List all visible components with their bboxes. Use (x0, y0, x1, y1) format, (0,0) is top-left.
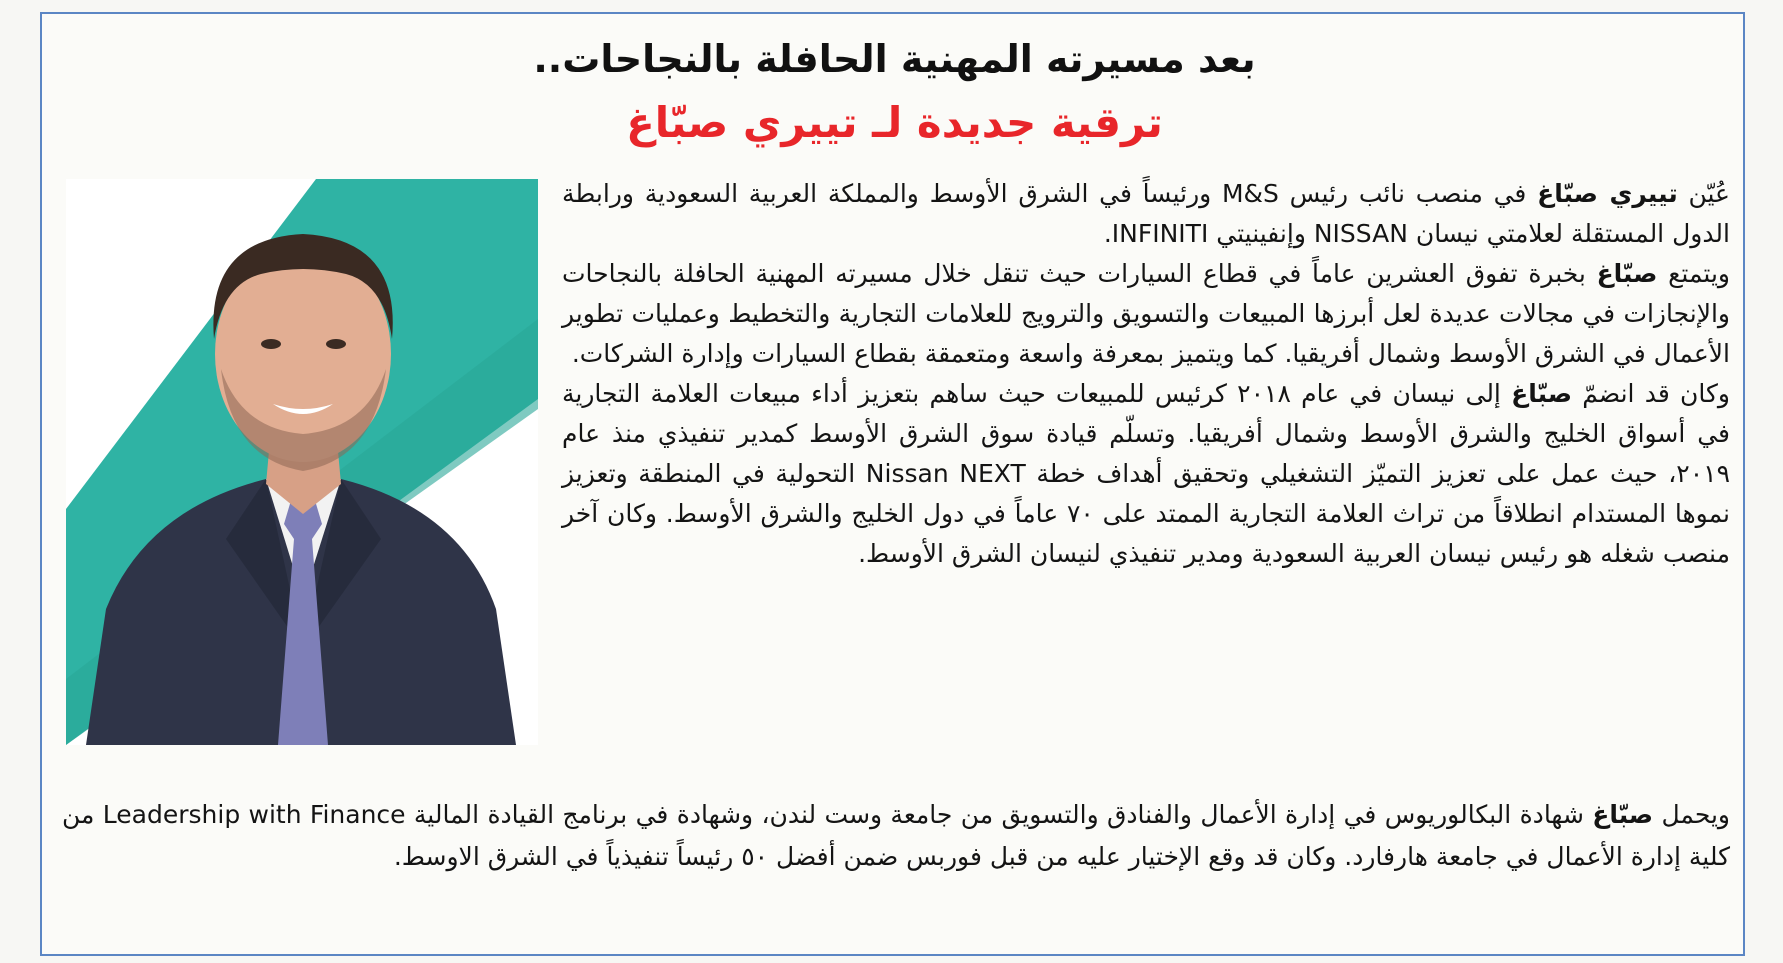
person-name: تييري صبّاغ (1537, 179, 1678, 208)
paragraph-lead: ويحمل (1661, 800, 1731, 829)
paragraph-text: شهادة البكالوريوس في إدارة الأعمال والفنادق والتسويق من جامعة وست لندن، وشهادة في برنامج القيادة المالية Leadership with Finance من كلية إدارة الأعمال في جامعة هارفارد. وكان قد وقع الإختيار عليه من قبل فوربس ضمن أفضل ٥٠ رئيساً تنفيذياً في الشرق الاوسط. (62, 800, 1730, 871)
paragraph-education (62, 794, 1730, 878)
paragraph-experience (562, 254, 1730, 374)
person-name: صبّاغ (1596, 259, 1658, 288)
paragraph-lead: وكان قد انضمّ (1582, 379, 1731, 408)
paragraph-lead: ويتمتع (1668, 259, 1731, 288)
article-headline: بعد مسيرته المهنية الحافلة بالنجاحات.. (533, 37, 1256, 81)
paragraph-text: إلى نيسان في عام ٢٠١٨ كرئيس للمبيعات حيث ساهم بتعزيز أداء مبيعات العلامة التجارية في أسواق الخليج والشرق الأوسط وشمال أفريقيا. وتسلّم قيادة سوق الشرق الأوسط كمدير تنفيذي منذ عام ٢٠١٩، حيث عمل على تعزيز التميّز التشغيلي وتحقيق أهداف خطة Nissan NEXT التحولية في المنطقة وتعزيز نموها المستدام انطلاقاً من تراث العلامة التجارية الممتد على ٧٠ عاماً في دول الخليج والشرق الأوسط. وكان آخر منصب شغله هو رئيس نيسان العربية السعودية ومدير تنفيذي لنيسان الشرق الأوسط. (562, 379, 1731, 568)
paragraph-text: في منصب نائب رئيس M&S ورئيساً في الشرق الأوسط والمملكة العربية السعودية ورابطة الدول المستقلة لعلامتي نيسان NISSAN وإنفينيتي INFINITI. (562, 179, 1730, 248)
paragraph-career (562, 374, 1730, 574)
paragraph-lead: عُيّن (1688, 179, 1730, 208)
person-name: صبّاغ (1511, 379, 1572, 408)
paragraph-appointment (562, 174, 1730, 254)
article-body-column (562, 174, 1730, 574)
article-subheadline: ترقية جديدة لـ تييري صبّاغ (626, 98, 1163, 147)
article-frame (40, 12, 1745, 956)
portrait-photo-icon (66, 179, 538, 745)
paragraph-text: بخبرة تفوق العشرين عاماً في قطاع السيارات حيث تنقل خلال مسيرته المهنية الحافلة بالنجاحات والإنجازات في مجالات عديدة لعل أبرزها المبيعات والتسويق والترويج للعلامات التجارية والتخطيط وعمليات تطوير الأعمال في الشرق الأوسط وشمال أفريقيا. كما ويتميز بمعرفة واسعة ومتعمقة بقطاع السيارات وإدارة الشركات. (562, 259, 1730, 368)
article-body-full-width (62, 794, 1730, 878)
person-name: صبّاغ (1592, 800, 1654, 829)
